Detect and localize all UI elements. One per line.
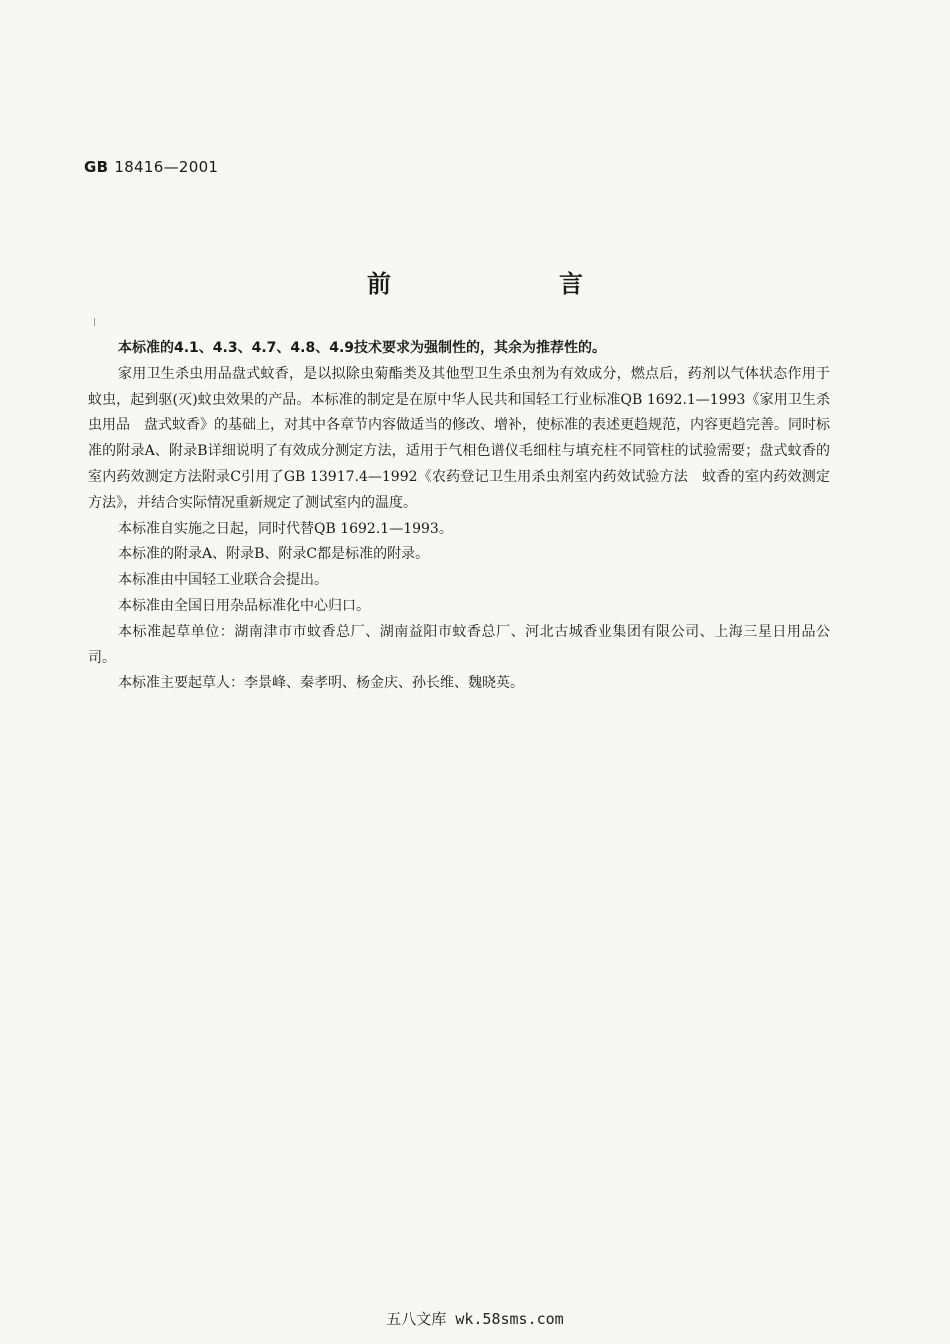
page-title: 前 言 [367,270,655,298]
standard-prefix: GB [84,158,109,176]
paragraph-administrator: 本标准由全国日用杂品标准化中心归口。 [118,597,370,614]
mandatory-statement: 本标准的4.1、4.3、4.7、4.8、4.9技术要求为强制性的，其余为推荐性的。 [118,340,607,356]
paragraph-proposer: 本标准由中国轻工业联合会提出。 [118,572,328,589]
paragraph-product-description: 家用卫生杀虫用品盘式蚊香，是以拟除虫菊酯类及其他型卫生杀虫剂为有效成分，燃点后，药剂以气体状态作用于蚊虫，起到驱(灭)蚊虫效果的产品。本标准的制定是在原中华人民共和国轻工行业标准QB 1692.1—1993《家用卫生杀虫用品 盘式蚊香》的基础上，对其中各章节内容做适当的修改、增补，使标准的表述更趋规范，内容更趋完善。同时标准的附录A、附录B详细说明了有效成分测定方法，适用于气相色谱仪毛细柱与填充柱不同管柱的试验需要；盘式蚊香的室内药效测定方法附录C引用了GB 13917.4—1992《农药登记卫生用杀虫剂室内药效试验方法 蚊香的室内药效测定方法》，并结合实际情况重新规定了测试室内的温度。 [88,365,830,511]
paragraph-drafters: 本标准主要起草人：李景峰、秦孝明、杨金庆、孙长维、魏晓英。 [118,675,524,692]
paragraph-appendices: 本标准的附录A、附录B、附录C都是标准的附录。 [118,546,430,563]
paragraph-drafting-units: 本标准起草单位：湖南津市市蚊香总厂、湖南益阳市蚊香总厂、河北古城香业集团有限公司、上海三星日用品公司。 [88,623,830,666]
scan-margin-mark [94,318,95,326]
standard-code: 18416—2001 [114,158,219,176]
standard-number [84,158,218,176]
paragraph-replacement: 本标准自实施之日起，同时代替QB 1692.1—1993。 [118,520,453,537]
watermark-footer: 五八文库 wk.58sms.com [386,1310,564,1328]
preface-body [88,336,830,697]
